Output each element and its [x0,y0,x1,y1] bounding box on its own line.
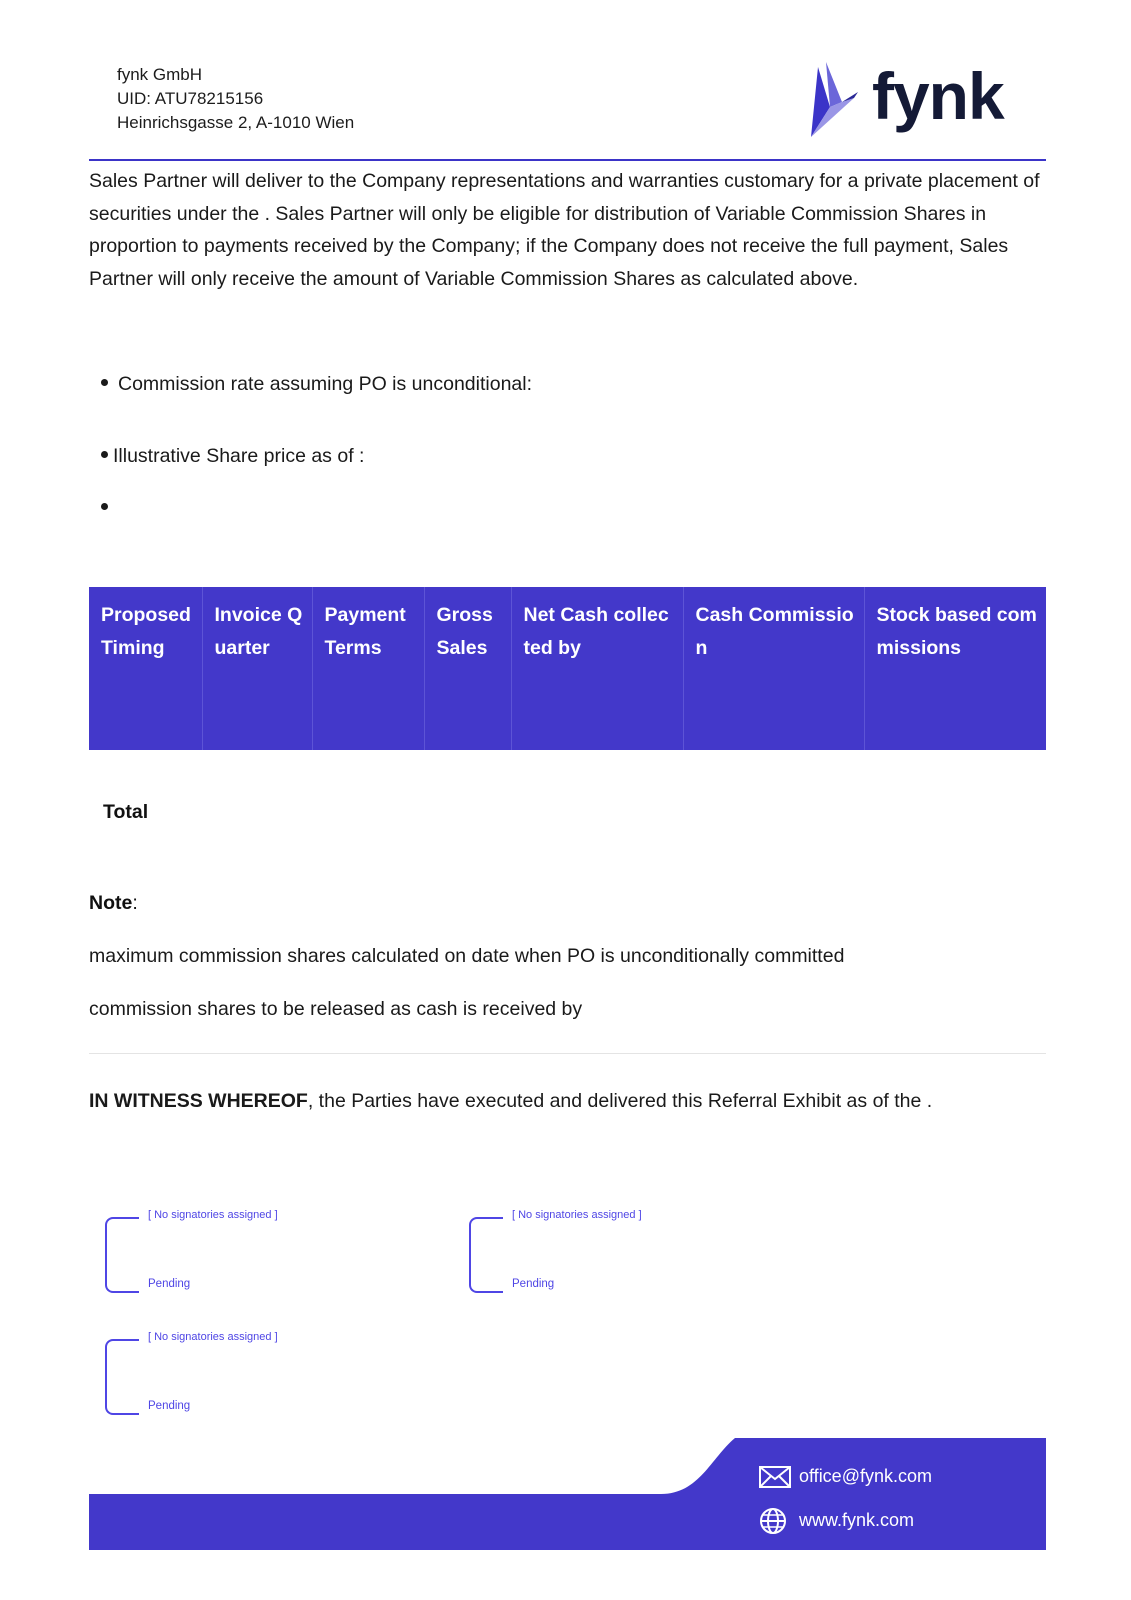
note-line-1: maximum commission shares calculated on date when PO is unconditionally committed [89,945,845,967]
section-divider [89,1053,1046,1054]
footer-band [89,1438,1046,1550]
signature-bracket [469,1217,503,1293]
column-header-stock-commissions: Stock based commissions [864,587,1046,750]
bullet-dot-icon [101,379,108,386]
column-header-cash-commission: Cash Commission [683,587,864,750]
column-header-gross-sales: Gross Sales [424,587,511,750]
header-divider [89,159,1046,161]
signature-bracket [105,1339,139,1415]
witness-text: , the Parties have executed and delivered this Referral Exhibit as of the . [307,1090,933,1112]
note-line-2: commission shares to be released as cash is received by [89,998,583,1020]
bullet-dot-icon [101,451,108,458]
globe-icon [759,1507,787,1535]
company-info [117,63,354,135]
envelope-icon [759,1466,791,1488]
bullet-text: Illustrative Share price as of : [113,445,365,467]
commission-table [89,587,1046,750]
list-item [101,445,364,468]
column-header-proposed-timing: Proposed Timing [101,604,191,659]
bullet-dot-icon [101,503,108,510]
signature-status: Pending [148,1278,191,1290]
footer-wave-shape [89,1438,1046,1550]
intro-paragraph: Sales Partner will deliver to the Company representations and warranties customary for a private placement of securities under the . Sales Partner will only be eligible for distribution of Variable Commission Shares in proportion to payments received by the Company; if the Company does not receive the full payment, Sales Partner will only receive the amount of Variable Commission Shares as calculated above. [89,170,1040,290]
witness-bold: IN WITNESS WHEREOF [89,1090,308,1112]
note-label: Note [89,892,133,914]
note-heading [89,892,138,915]
column-header-payment-terms: Payment Terms [312,587,424,750]
witness-statement [89,1090,932,1113]
company-address: Heinrichsgasse 2, A-1010 Wien [117,113,355,132]
column-header-net-cash: Net Cash collected by [511,587,683,750]
list-item [101,497,118,520]
column-header-invoice-quarter: Invoice Quarter [202,587,312,750]
list-item [101,373,532,396]
company-name: fynk GmbH [117,65,203,84]
table-header-row [89,587,1046,750]
signature-bracket [105,1217,139,1293]
signature-block[interactable] [105,1209,325,1297]
signatory-assignment: [ No signatories assigned ] [148,1209,278,1221]
fynk-logo [808,59,1008,142]
footer-email-text[interactable]: office@fynk.com [799,1466,932,1486]
company-uid: UID: ATU78215156 [117,89,264,108]
bullet-text: Commission rate assuming PO is unconditional: [118,373,533,395]
total-label: Total [103,801,149,823]
bird-logo-icon [808,62,874,142]
signature-block[interactable] [469,1209,689,1297]
signature-status: Pending [512,1278,555,1290]
note-colon: : [132,892,138,914]
logo-wordmark: fynk [872,59,1004,133]
signature-status: Pending [148,1400,191,1412]
footer-website-text[interactable]: www.fynk.com [799,1510,915,1530]
signature-block[interactable] [105,1331,325,1419]
signatory-assignment: [ No signatories assigned ] [148,1331,278,1343]
signatory-assignment: [ No signatories assigned ] [512,1209,642,1221]
